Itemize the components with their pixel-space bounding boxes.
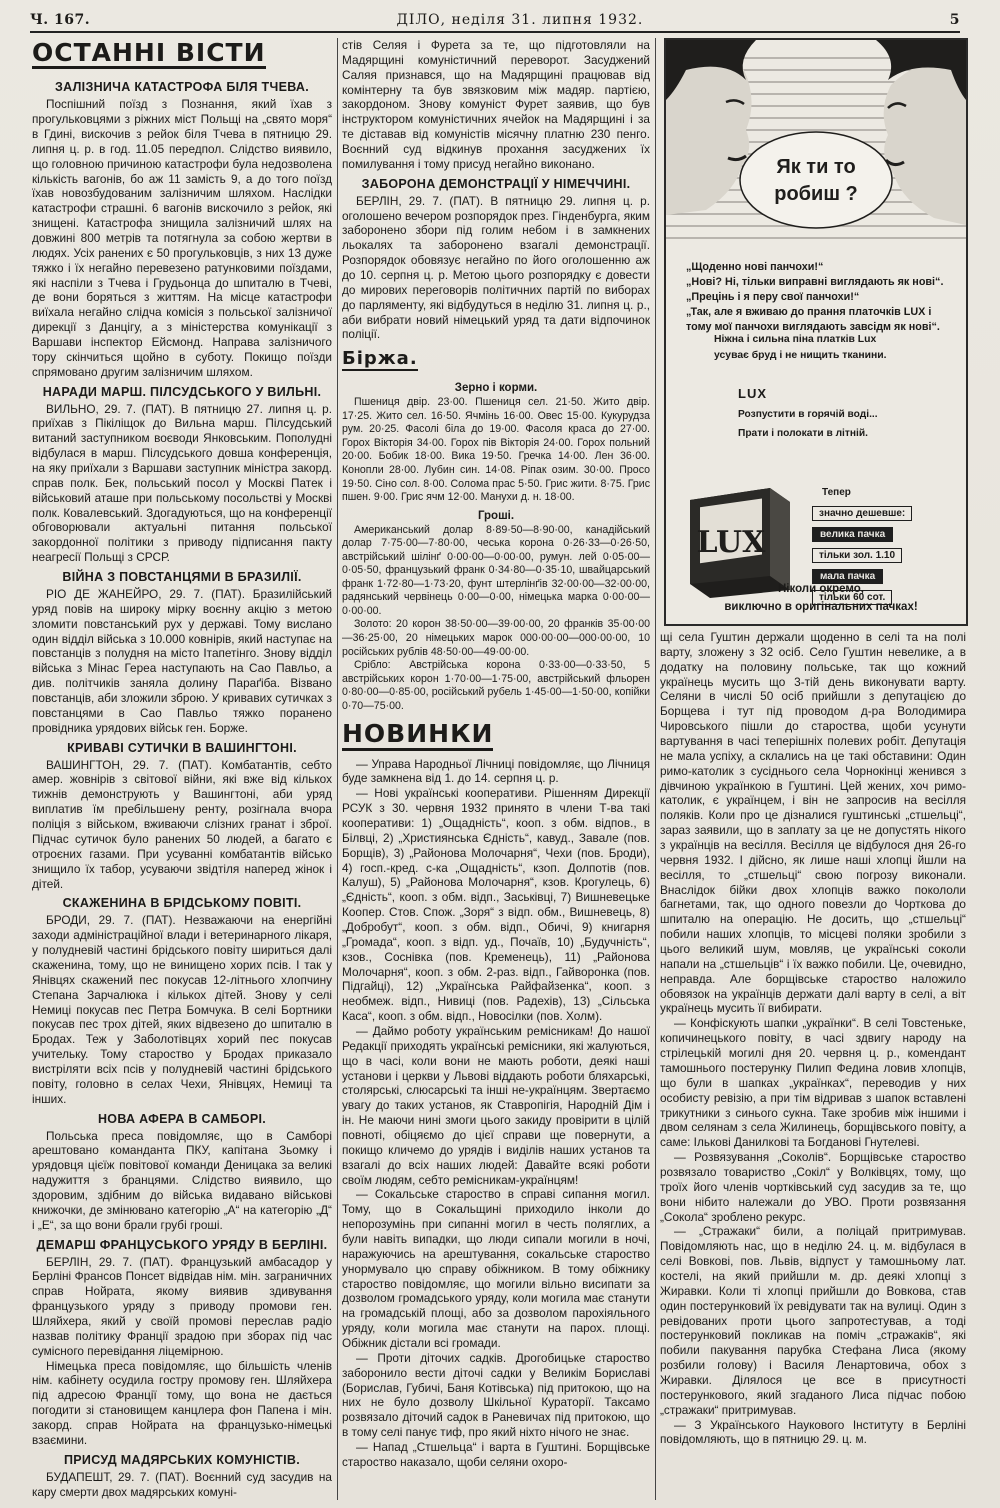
section-title-exchange: Біржа. (342, 348, 418, 370)
article-body: БЕРЛІН, 29. 7. (ПАТ). Французький амбасадор у Берліні Франсов Понсет відвідав нім. мін. заграничних справ Нойрата, якому виявив здивування французького уряду з приводу промови ген. Шляйхера, який у своїй промові переслав радіо назвав політику Франції зрадою при зборах під час сумісного перевідання ліцемірною. (32, 1254, 332, 1358)
exchange-subhead-grain: Зерно і корми. (454, 382, 538, 395)
exchange-subhead-money: Гроші. (477, 509, 515, 522)
article-headline: ЗАЛІЗНИЧА КАТАСТРОФА БІЛЯ ТЧЕВА. (54, 80, 310, 95)
exchange-silver-prices: Срібло: Австрійська корона 0·33·00—0·33·50, 5 австрійських корон 1·70·00—1·75·00, австрійський фльорен 0·80·00—0·85·00, російський рубель 1·45·00—1·50·00, копійки 0·70—75·00. (342, 659, 650, 712)
ad-quote-line: „Прецінь і я перу свої панчохи!“ (686, 290, 860, 303)
ad-tagline (696, 332, 946, 363)
header-rule (30, 31, 960, 33)
ad-instructions (738, 406, 958, 444)
ad-tagline-line: усуває бруд і не нищить тканини. (714, 349, 887, 361)
news-item: — Управа Народньої Лічниці повідомляє, що Лічниця буде замкнена від 1. до 14. серпня ц. р. (342, 756, 650, 786)
article-headline: СКАЖЕНИНА В БРІДСЬКОМУ ПОВІТІ. (62, 896, 302, 911)
section-title-latest-news: ОСТАННІ ВІСТИ (32, 40, 266, 69)
news-item: — З Українського Наукового Інституту в Берліні повідомляють, що в пятницю 29. ц. м. (660, 1417, 966, 1447)
article-body: ВИЛЬНО, 29. 7. (ПАТ). В пятницю 27. липня ц. р. приїхав з Пікіліщок до Вильна марш. Пілсудський витаний заступником воєводи Янковським. Пополудні відбулася в марш. Пілсудського довша конференція, на яку приїхали з Варшави заступник міністра закорд. справ полк. Бек, польський посол у Москві Патек і військовий аташе при польському посольстві у Москві полк. Ковалевський. Здогадуються, що на конференції обговорювали актуальні питання польської закордонної політики з приводу підписання пакту неагресії Польщі з СРСР. (32, 401, 332, 565)
news-item: — Проти діточих садків. Дрогобицьке староство заборонило вести діточі садки у Великім Бориславі (Борислав, Губичі, Баня Котівська) під притокою, що на них не було дозволу Шкільної Кураторії. Таксамо розвязало діточий садок в Раневичах під притокою, що в тому селі панує тиф, про який ніхто нічого не знає. (342, 1350, 650, 1440)
ad-footer-line: виключно в оригінальних пачках! (724, 601, 918, 614)
exchange-currency-prices: Американський долар 8·89·50—8·90·00, канадійський долар 7·75·00—7·80·00, чеська корона 0·26·33—0·26·50, австрійський шілінґ 0·00·00—0·00·00, румун. лей 0·05·00—0·05·50, французький франк 0·34·80—0·35·10, швайцарський франк 1·72·80—1·73·20, фунт штерлінґів 32·00·00—32·00·00, радянський червінець 0·00—0·00, німецька марка 0·00·00—0·00·00. (342, 523, 650, 617)
ad-tagline-line: Ніжна і сильна піна платків Lux (714, 334, 877, 345)
ad-price-small-value: тільки 60 сот. (812, 590, 892, 605)
news-item: — Розвязування „Соколів“. Борщівське староство розвязало товариство „Сокіл“ у Волківцях, тому, що троїх його членів чортківський суд засудив за те, що вони нібито належали до УВО. Проти розвязання „Сокола“ зроблено рекурс. (660, 1150, 966, 1224)
article-headline: ДЕМАРШ ФРАНЦУСЬКОГО УРЯДУ В БЕРЛІНІ. (36, 1237, 328, 1252)
article-body: Німецька преса повідомляє, що більшість членів нім. кабінету осудила гостру промову ген. Шляйхера під адресою Франції тому, що вона не дається погодити зі становищем канцлера фон Папена і мін. закорд. справ Нойрата на французько-німецькі взаємини. (32, 1358, 332, 1447)
news-item: — Напад „Стшельца“ і варта в Гуштині. Борщівське староство наказало, щоби селяни охоро- (342, 1440, 650, 1469)
column-rule-2 (655, 38, 656, 1500)
news-item: — Даймо роботу українським ремісникам! До нашої Редакції приходять українські ремісники, які жалуються, що в часі, коли вони не мають роботи, деякі наші установи і церкви у Львові віддають роботи бляхарські, столярські, слюсарські та інші не-українцям. Звертаємо увагу до таких установ, як Ставропігія, Народній Дім і ін. Не маючи нині змоги цього закиду провірити в цілій повноті, обіцяємо до цієї справи ще повернути, а покищо кличемо до урядів і виділів наших установ та взагалі до всіх наших людей: Давайте всякі роботи своїм людям, себто ремісникам-українцям! (342, 1023, 650, 1187)
section-title-news: НОВИНКИ (342, 721, 493, 750)
article-headline: ПРИСУД МАДЯРСЬКИХ КОМУНІСТІВ. (63, 1452, 300, 1467)
ad-quote-line: „Щоденно нові панчохи!“ (686, 261, 824, 273)
ad-price-cheaper: значно дешевше: (812, 506, 912, 521)
exchange-grain-prices: Пшениця двір. 23·00. Пшениця сел. 21·50. Жито двір. 17·25. Жито сел. 16·50. Ячмінь 16·00. Овес 15·00. Кукурудза рум. 20·25. Фасолі біла до 19·00. Фасоля краса до 27·00. Горох Вікторія 34·00. Горох пів Вікторія 24·00. Горох польний 20·00. Бобик 18·00. Вика 19·50. Гречка 14·00. Лен 36·00. Конопли 28·00. Лубин син. 14·08. Ріпак озим. 30·00. Просо 19·50. Сіно сол. 8·00. Солома прас 5·50. Грис жити. 8·75. Грис пшен. 9·00. Грис ячм 12·00. Манухи д. н. 18·00. (342, 396, 650, 504)
article-headline: НАРАДИ МАРШ. ПІЛСУДСЬКОГО У ВИЛЬНІ. (42, 384, 322, 399)
page-header (30, 10, 960, 30)
article-body: Польська преса повідомляє, що в Самборі арештовано команданта ПКУ, капітана Зьомку і урядовця цієїж повітової команди Деницака за великі надужиття з бранцями. Слідство виявило, що здоровим, здібним до війська видавано військові книжочки, де змінювано категорію „А“ на категорію „Д“ і „Е“, за що вони брали грубі гроші. (32, 1128, 332, 1232)
article-headline: ЗАБОРОНА ДЕМОНСТРАЦІЇ У НІМЕЧЧИНІ. (361, 176, 631, 191)
news-item: — „Стражаки“ били, а поліцай притримував. Повідомляють нас, що в неділю 24. ц. м. відбулася в селі Вовкові, пов. Львів, відпуст у тамошньому лат. костелі, на який прийшли м. др. деякі хлопці з Жиравки. Коли ті хлопці прийшли до Вовкова, став один постерунковий їх ревідувати так на вулиці. Один з ревідованих проти цього запротестував, а тоді постерунковий покликав на поміч „стражаків“, які побили пакування парубка Стефана Лиса (якому розбили голову) і Василя Ленартовича, обох з Жиравки. Ділялося це все в присутності постерункового, який згаданого Лиса підчас побою „стражаки“ притримував. (660, 1224, 966, 1417)
column-3 (660, 630, 966, 1500)
article-body: Поспішний поїзд з Познання, який їхав з прогульковцями з ріжних міст Польщі на „свято моря“ в Гдині, вискочив з рейок біля Тчева в пятницю 29. липня ц. р. в год. 11.05 передпол. Слідство виявило, що головною причиною катастрофи була недозволена кількість вагонів, бо аж 11 замість 9, а до того поїзд їхав новозбудованим залізничим шляхом. Наслідки катастрофи страшні. 6 вагонів вискочило з рейок, які знищені. Катастрофа знищила залізничий шлях на довжині 800 метрів та потягнула за собою жертви в людях. Усіх ранених є 50 прогульковців, з них 13 дуже тяжко і їх негайно перевезено ратунковими поїздами, які наспіли з Тчева і Грудьонца до шпиталю в Тчеві, де вони боряться з життям. На місце катастрофи виїхала негайно слідча комісія з польської залізничої дирекції з Данцігу, а з міністерства комунікації з Варшави інспектор Ейсмонд. Направа залізничого тору скінчиться щойно в суботу. Покищо поїзди спрямовано другим залізничим шляхом. (32, 97, 332, 379)
article-body: БРОДИ, 29. 7. (ПАТ). Незважаючи на енергійні заходи адміністраційної влади і ветеринарного лікаря, у полудневій частині брідського повіту шириться далі скаженина, тому, що не винищено хорих псів. І так у Янівцях скажений пес покусав 12-літнього хлопчину Степана Зарчалюка і кількох дітей. Знову у селі Немиці покусав пес Петра Бомчука. В селі Бортники покусав пес трох дітей, яких відвезено до шпиталю в Бродах. Теж у Заболотівцях хорий пес покусав учительку. Тому староство у Бродах приказало вистріляти всіх псів у полудневій частині брідського повіту, головно в селах Чехи, Янівцях, Немиці та інших. (32, 913, 332, 1106)
ad-price-big-value: тільки зол. 1.10 (812, 548, 902, 563)
page-number: 5 (949, 12, 960, 28)
article-body: БЕРЛІН, 29. 7. (ПАТ). В пятницю 29. липня ц. р. оголошено вечером розпорядок през. Гінденбурга, яким заборонено збори під голим небом і в замкнених льокалях та заборонено взагалі демонстрації. Розпорядок обовязує негайно по його оголошенню аж до 10. серпня ц. р. Метою цього розпорядку є довести до мирових переговорів політичних партій по виборах до парляменту, які відбудуться в неділю 31. липня ц. р., аби вибрати новий німецький уряд та дати відпочинок поліції. (342, 193, 650, 342)
package-logo: LUX (696, 525, 766, 560)
article-headline: НОВА АФЕРА В САМБОРІ. (97, 1111, 267, 1126)
ad-instruction-line: Розпустити в горячій воді... (738, 409, 878, 420)
column-2 (342, 38, 650, 1500)
ad-dialogue (686, 260, 956, 334)
ad-bubble-line-2: робиш ? (774, 183, 858, 205)
ad-quote-line: „Так, але я вживаю до прання платочків LUX і тому мої панчохи виглядають завсідм як нові“. (686, 305, 940, 333)
masthead-date: ДІЛО, неділя 31. липня 1932. (396, 12, 644, 28)
exchange-gold-prices: Золото: 20 корон 38·50·00—39·00·00, 20 франків 35·00·00—36·25·00, 20 німецьких марок 000·00·00—000·00·00, 10 російських рублів 48·50·00—49·00·00. (342, 618, 650, 658)
ad-illustration (666, 40, 966, 255)
news-item: — Нові українські кооперативи. Рішенням Дирекції РСУК з 30. червня 1932 принято в члени Т-ва такі кооперативи: 1) „Ощадність“, кооп. з обм. відпов., в Білвці, 2) „Християнська Єдність“, кавуд., Завале (пов. Борщів), 3) „Районова Молочарня“, Чехи (пов. Броди), 4) госп.-кред. с-ка „Ощадність“, кзоп. Долпотів (пов. Калуш), 5) „Районова Молочарня“, кзов. Крогулець, 6) „Єдність“, кооп. з обм. відп., Заськівці, 7) Вишневецьке Коопер. Стов. Спож. „Зоря“ з відп. обм., Вишневець, 8) „Добробут“, кооп. з обм. відп., Обичі, 9) книгарня „Громада“, кооп. з відп. уд., Почаїв, 10) „Будучність“, кзов., Соснівка (пов. Кременець), 11) „Районова Молочарня“, кооп. з обм. 2-раз. відп., Гайворонка (пов. Підгайці), 12) „Українська Райфайзенка“, кооп. з необмеж. відп., Нивиці (пов. Радехів), 13) „Сільська Каса“, кооп. з обм. відп., Новосілки (пов. Холм). (342, 786, 650, 1024)
column-rule-1 (337, 38, 338, 1500)
ad-price-now: Тепер (822, 487, 851, 498)
lux-advertisement (664, 38, 968, 626)
article-body: ВАШИНГТОН, 29. 7. (ПАТ). Комбатантів, себто амер. жовнірів з світової війни, які вже від кількох тижнів демонструють у Вашингтоні, аби уряд виплатив їм пребільшену ренту, розігнала вчора поліція з військом, вживаючи слізних гранат і зброї. Підчас сутичок було ранених 50 людей, а багато є отроєних газами. При усуванні комбатантів військо знищило їх табор, усуваючи звідтіля наперед жінок і дітей. (32, 757, 332, 891)
ad-footer (686, 580, 956, 617)
article-body: стів Селяя і Фурета за те, що підготовляли на Мадярщині комуністичний переворот. Засуджений Саляя признався, що на Мадярщині працював від комінтерну та був звязковим між мадяр. партією, закордоном. Знову комуніст Фурет заявив, що був інструктором комуністичних ячейок на Мадярщині і за те діставав від комуністів місячну платню 230 пенго. Воєнний суд відкинув прохання засуджених їх помилування і тому присуд негайно виконано. (342, 38, 650, 171)
issue-number: Ч. 167. (30, 12, 91, 28)
news-item: — Конфіскують шапки „українки“. В селі Товстеньке, копичинецького повіту, в часі здвигу народу на стрілецькій могилі дня 20. червня ц. р., комендант тамошнього постерунку Пилип Федина ловив хлопців, що були в шапках „українках“, переводив у них особисту ревізію, а при тім відривав з шапок вставлені трикутники з синього сукна. Таке зробив між іншими і двом селянам з села Жилинець, борщівського повіту, а саме: Ількові Данилкові та Богданові Гнутелеві. (660, 1016, 966, 1150)
news-item: — Сокальське староство в справі сипання могил. Тому, що в Сокальщині приходило інколи до непорозумінь при сипанні могил в честь поляглих, а були навіть випадки, що люди сипали могили в ночі, наражуючись на арештування, сокальське староство унормувало цю справу обіжником. В тому обіжнику староство повідомляє, що могили вільно висипати за дозволом громадського уряду, коли могила має станути на громадській площі, або за дозволом парохіяльного уряду, коли могила має станути на парох. площі. Обіжник дістали всі громади. (342, 1187, 650, 1351)
ad-brand: LUX (738, 386, 767, 401)
ad-price-big-pack: велика пачка (812, 527, 893, 542)
article-body: БУДАПЕШТ, 29. 7. (ПАТ). Воєнний суд засудив на кару смерти двох мадярських комуні- (32, 1469, 332, 1499)
article-headline: ВІЙНА З ПОВСТАНЦЯМИ В БРАЗИЛІЇ. (62, 570, 302, 585)
column-1 (32, 38, 332, 1500)
ad-quote-line: „Нові? Ні, тільки виправні виглядають як нові“. (686, 275, 944, 288)
ad-instruction-line: Прати і полокати в літній. (738, 427, 868, 439)
ad-price-small-pack: мала пачка (812, 569, 883, 584)
ad-bubble-line-1: Як ти то (776, 156, 856, 178)
article-body: РІО ДЕ ЖАНЕЙРО, 29. 7. (ПАТ). Бразилійський уряд повів на широку мірку воєнну акцію з метою зломити повстанський рух у державі. Тому вислано один відділ війська з 10.000 ковнірів, який наступає на повстанців з полудня на місто Ітапетінго. Знову відділ війська з Мінас Гереа наступають на Сао Павльо, а див. політчиків заняла долину Параґіба. Візвано повстанців, аби зложили зброю. У кривавих сутичках з повстанцями в Сао Павльо тяжко поранено провідника урядових військ ген. Борже. (32, 587, 332, 735)
article-body: щі села Гуштин держали щоденно в селі та на полі варту, зложену з 32 осіб. Село Гуштин невелике, а в додатку на половину польське, так що кожний українець мусить що 3-тій день виконувати варту. Селяни в числі 50 осіб прийшли з депутацією до Борщева і тут під проводом д-ра Володимира Чировського пішли до староства, щоби усунути вартування в часі теперішніх полевих робіт. Депутація не мала успіху, а склались на це такі обставини: Один римо-католик з сусіднього села Чорнокінці женився з дівчиною українкою в Гуштині. Цей жених, хоч римо-католик, є українцем, і він не запросив на весілля поляків. Коли про це дізналися гуштинські „стшельці“, зараз заявили, що в заплату за це не допустять нікого з українців на весілля. Весілля це відбулося дня 26-го червня 1932. І дійсно, як лише наші хлопці йшли на весілля, то „стшельці“ свою погрозу виконали. Внаслідок бійки двох хлопців важко покололи багнетами, так, що одного повезли до Чорткова до шпиталю на операцію. Не досить, що „стшельці“ побили наших хлопців, то місцеві поляки зробили з цього великий шум, мовляв, це українські соколи напали на „стшельців“ і їх важко побили. Це, очевидно, неправда. Але борщівське староство наложило обовязок на українців держати далі варту в селі, а віт українець мусить її вибирати. (660, 630, 966, 1016)
ad-footer-line: Ніколи окремо, (777, 583, 865, 595)
article-headline: КРИВАВІ СУТИЧКИ В ВАШИНГТОНІ. (67, 740, 297, 755)
